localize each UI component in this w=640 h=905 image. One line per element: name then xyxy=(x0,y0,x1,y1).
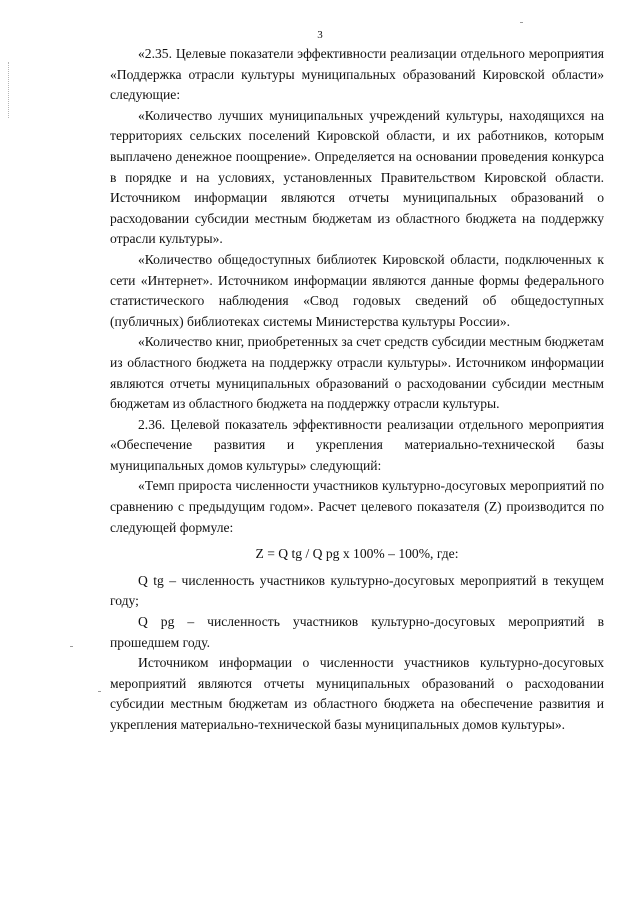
document-body xyxy=(110,44,604,736)
paragraph-books: «Количество книг, приобретенных за счет средств субсидии местным бюджетам из областного бюджета на поддержку отрасли культуры». Источником информации являются отчеты муниципальных образований о расходовании субсидии местным бюджетам из областного бюджета на поддержку отрасли культуры. xyxy=(110,334,604,412)
left-margin-mark xyxy=(8,62,10,118)
margin-dot xyxy=(520,22,523,23)
paragraph-libraries-internet: «Количество общедоступных библиотек Кировской области, подключенных к сети «Интернет». Источником информации являются данные формы федерального статистического наблюдения «Свод годовых сведений об общедоступных (публичных) библиотеках системы Министерства культуры России». xyxy=(110,251,604,329)
margin-dot xyxy=(70,646,73,647)
definition-q-tg: Q tg – численность участников культурно-досуговых мероприятий в текущем году; xyxy=(110,572,604,609)
paragraph-best-institutions: «Количество лучших муниципальных учреждений культуры, находящихся на территориях сельских поселений Кировской области, и их работников, которым выплачено денежное поощрение». Определяется на основании проведения конкурса в порядке и на условиях, установленных Правительством Кировской области. Источником информации являются отчеты муниципальных образований о расходовании субсидии местным бюджетам из областного бюджета на поддержку отрасли культуры». xyxy=(110,107,604,247)
paragraph-2-35: «2.35. Целевые показатели эффективности реализации отдельного мероприятия «Поддержка отрасли культуры муниципальных образований Кировской области» следующие: xyxy=(110,46,604,103)
paragraph-2-36: 2.36. Целевой показатель эффективности реализации отдельного мероприятия «Обеспечение развития и укрепления материально-технической базы муниципальных домов культуры» следующий: xyxy=(110,416,604,473)
definition-q-pg: Q pg – численность участников культурно-досуговых мероприятий в прошедшем году. xyxy=(110,614,604,650)
formula: Z = Q tg / Q pg x 100% – 100%, где: xyxy=(255,546,459,562)
paragraph-source: Источником информации о численности участников культурно-досуговых мероприятий являются отчеты муниципальных образований о расходовании субсидии местным бюджетам из областного бюджета на обеспечение развития и укрепления материально-технической базы муниципальных домов культуры». xyxy=(110,655,604,732)
margin-dot xyxy=(98,691,101,692)
page-number: 3 xyxy=(317,29,323,41)
paragraph-growth-rate: «Темп прироста численности участников культурно-досуговых мероприятий по сравнению с предыдущим годом». Расчет целевого показателя (Z) производится по следующей формуле: xyxy=(110,478,604,535)
